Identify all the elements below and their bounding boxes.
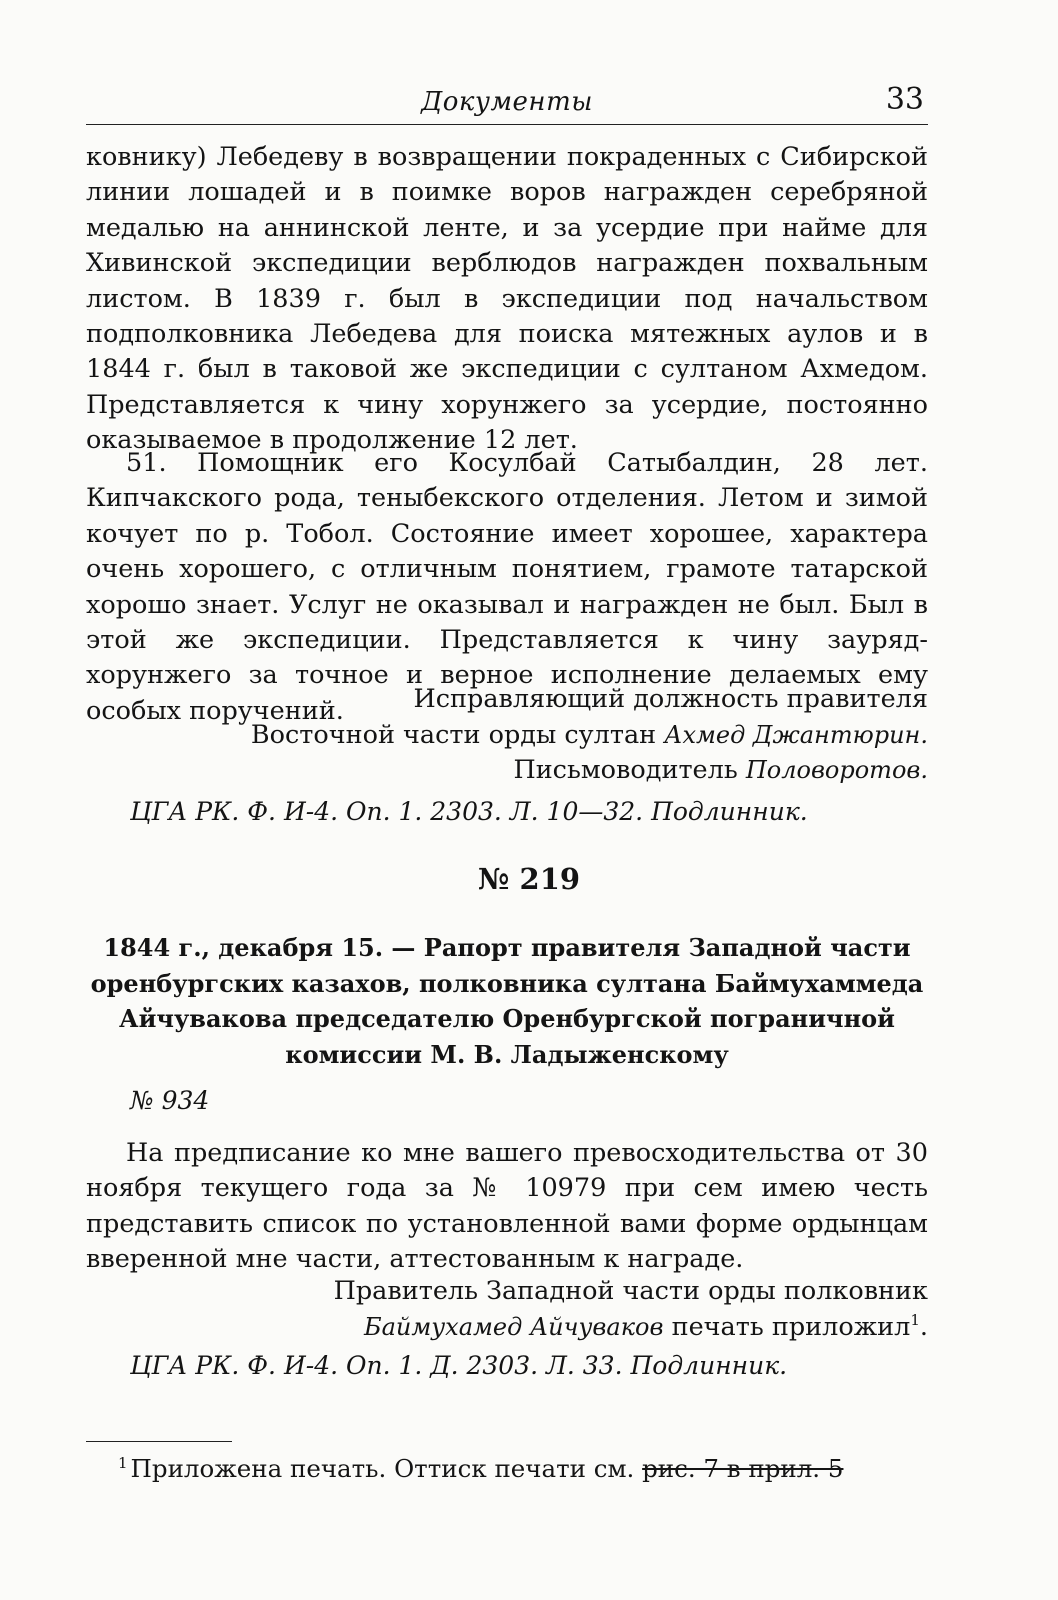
footnote-text: Приложена печать. Оттиск печати см. <box>130 1454 635 1483</box>
footnote-number: 1 <box>118 1454 128 1472</box>
signature2-title: Правитель Западной части орды полковник <box>333 1276 928 1306</box>
signature-name: Ахмед Джантюрин. <box>664 721 928 749</box>
signature2-line-2 <box>364 1311 928 1342</box>
registration-number: № 934 <box>130 1086 210 1115</box>
signature-position: Восточной части орды султан <box>250 720 657 750</box>
page-header <box>86 78 928 125</box>
item-51-paragraph: 51. Помощник его Косулбай Сатыбалдин, 28 лет. Кипчакского рода, теныбекского отделения. Летом и зимой кочует по р. Тобол. Состояние имеет хорошее, характера очень хорошего, с отличным понятием, грамоте татарской хорошо знает. Услуг не оказывал и награжден не был. Был в этой же экспедиции. Представляется к чину зауряд-хорунжего за точное и верное исполнение делаемых ему особых поручений. <box>86 448 928 726</box>
clerk-name: Половоротов. <box>745 756 928 784</box>
signature-line-3 <box>513 755 928 785</box>
document-number: № 219 <box>477 862 581 896</box>
signature-line-1 <box>414 684 928 714</box>
footnote-divider <box>86 1441 232 1442</box>
document-title: 1844 г., декабря 15. — Рапорт правителя Западной части оренбургских казахов, полковника султана Баймухаммеда Айчувакова председателю Оренбургской пограничной комиссии М. В. Ладыженскому <box>90 933 924 1069</box>
document-body: На предписание ко мне вашего превосходительства от 30 ноября текущего года за № 10979 при сем имею честь представить список по установленной вами форме ордынцам вверенной мне части, аттестованным к награде. <box>86 1138 928 1275</box>
archive-reference-2: ЦГА РК. Ф. И-4. Оп. 1. Д. 2303. Л. 33. Подлинник. <box>130 1351 788 1380</box>
archive-reference: ЦГА РК. Ф. И-4. Оп. 1. 2303. Л. 10—32. Подлинник. <box>130 797 808 826</box>
signature2-name: Баймухамед Айчуваков <box>363 1313 664 1341</box>
signature2-line-1 <box>334 1276 928 1306</box>
running-title: Документы <box>421 87 593 117</box>
clerk-title: Письмоводитель <box>513 755 738 785</box>
signature-line-2 <box>251 720 928 750</box>
footnote-struck-reference: рис. 7 в прил. 5 <box>642 1454 844 1483</box>
signature2-seal-text: печать приложил <box>671 1312 911 1342</box>
signature-title: Исправляющий должность правителя <box>413 684 928 714</box>
footnote <box>118 1454 843 1483</box>
signature2-period: . <box>919 1312 928 1342</box>
continuation-paragraph: ковнику) Лебедеву в возвращении покраденных с Сибирской линии лошадей и в поимке воров награжден серебряной медалью на аннинской ленте, и за усердие при найме для Хивинской экспедиции верблюдов награжден похвальным листом. В 1839 г. был в экспедиции под начальством подполковника Лебедева для поиска мятежных аулов и в 1844 г. был в таковой же экспедиции с султаном Ахмедом. Представляется к чину хорунжего за усердие, постоянно оказываемое в продолжение 12 лет. <box>86 142 928 456</box>
page-number: 33 <box>885 82 924 117</box>
footnote-marker: 1 <box>910 1311 920 1329</box>
